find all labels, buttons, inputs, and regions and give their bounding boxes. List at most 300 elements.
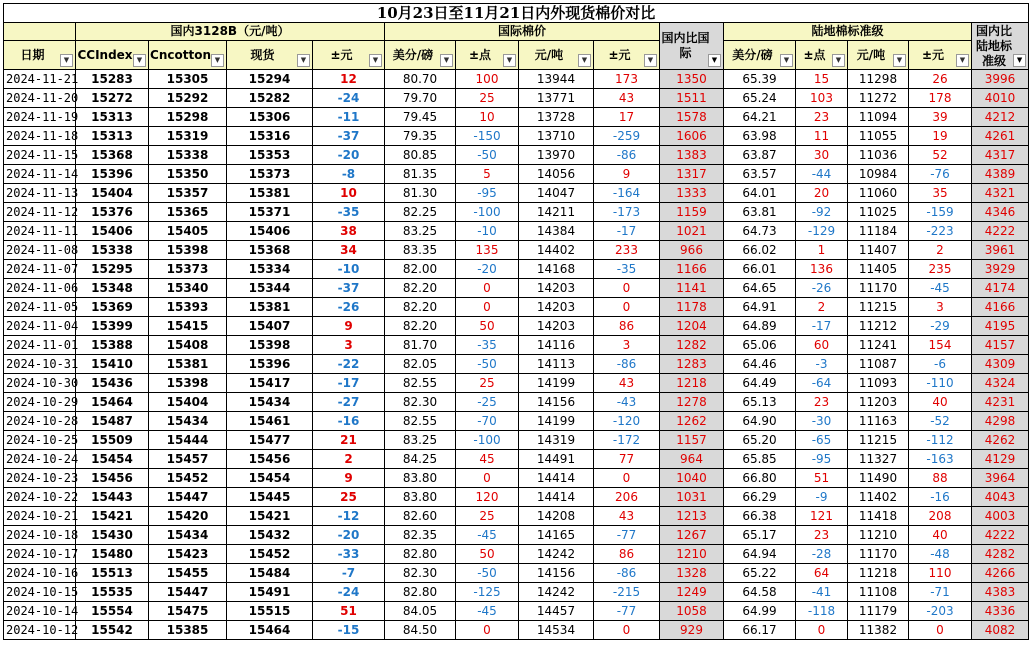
cell-intl-change[interactable]: -259 (594, 127, 660, 146)
cell-intl-points[interactable]: 0 (456, 298, 519, 317)
cell-compare-land[interactable]: 4346 (972, 203, 1029, 222)
cell-intl-change[interactable]: 206 (594, 488, 660, 507)
cell-date[interactable]: 2024-10-18 (4, 526, 76, 545)
cell-date[interactable]: 2024-10-15 (4, 583, 76, 602)
cell-date[interactable]: 2024-10-28 (4, 412, 76, 431)
cell-land-change[interactable]: 26 (909, 70, 972, 89)
cell-compare-intl[interactable]: 1578 (660, 108, 724, 127)
cell-intl-yuan[interactable]: 14203 (519, 317, 594, 336)
cell-compare-land[interactable]: 4324 (972, 374, 1029, 393)
cell-land-change[interactable]: 19 (909, 127, 972, 146)
cell-date[interactable]: 2024-10-21 (4, 507, 76, 526)
cell-cncotton[interactable]: 15420 (149, 507, 227, 526)
cell-intl-cents[interactable]: 82.05 (385, 355, 456, 374)
col-header-land-change[interactable] (909, 41, 972, 70)
cell-date[interactable]: 2024-10-31 (4, 355, 76, 374)
cell-compare-intl[interactable]: 966 (660, 241, 724, 260)
cell-cci[interactable]: 15513 (76, 564, 149, 583)
cell-cncotton[interactable]: 15434 (149, 526, 227, 545)
cell-cncotton[interactable]: 15385 (149, 621, 227, 640)
cell-date[interactable]: 2024-11-21 (4, 70, 76, 89)
cell-intl-points[interactable]: -100 (456, 431, 519, 450)
cell-land-change[interactable]: 39 (909, 108, 972, 127)
cell-land-yuan[interactable]: 11108 (848, 583, 909, 602)
cell-change[interactable]: 38 (313, 222, 385, 241)
cell-land-points[interactable]: 2 (796, 298, 848, 317)
cell-intl-points[interactable]: -50 (456, 564, 519, 583)
cell-cncotton[interactable]: 15305 (149, 70, 227, 89)
cell-intl-points[interactable]: 0 (456, 621, 519, 640)
cell-land-cents[interactable]: 64.99 (724, 602, 796, 621)
cell-land-points[interactable]: 64 (796, 564, 848, 583)
cell-land-cents[interactable]: 66.80 (724, 469, 796, 488)
cell-intl-points[interactable]: -45 (456, 526, 519, 545)
cell-intl-cents[interactable]: 82.80 (385, 545, 456, 564)
cell-land-points[interactable]: 51 (796, 469, 848, 488)
cell-cci[interactable]: 15283 (76, 70, 149, 89)
cell-change[interactable]: -22 (313, 355, 385, 374)
cell-intl-yuan[interactable]: 14165 (519, 526, 594, 545)
cell-land-yuan[interactable]: 11298 (848, 70, 909, 89)
cell-land-cents[interactable]: 64.89 (724, 317, 796, 336)
cell-change[interactable]: -10 (313, 260, 385, 279)
cell-compare-land[interactable]: 4261 (972, 127, 1029, 146)
cell-intl-points[interactable]: -20 (456, 260, 519, 279)
cell-land-change[interactable]: 35 (909, 184, 972, 203)
cell-spot[interactable]: 15421 (227, 507, 313, 526)
cell-intl-change[interactable]: 43 (594, 507, 660, 526)
cell-land-yuan[interactable]: 11405 (848, 260, 909, 279)
cell-cci[interactable]: 15404 (76, 184, 149, 203)
cell-compare-land[interactable]: 3961 (972, 241, 1029, 260)
cell-change[interactable]: -16 (313, 412, 385, 431)
filter-dropdown-icon[interactable]: ▼ (956, 54, 969, 67)
cell-intl-change[interactable]: -43 (594, 393, 660, 412)
filter-dropdown-icon[interactable]: ▼ (211, 54, 224, 67)
cell-land-cents[interactable]: 64.58 (724, 583, 796, 602)
cell-date[interactable]: 2024-10-25 (4, 431, 76, 450)
cell-land-points[interactable]: 121 (796, 507, 848, 526)
cell-compare-intl[interactable]: 1141 (660, 279, 724, 298)
cell-land-points[interactable]: -28 (796, 545, 848, 564)
cell-land-cents[interactable]: 66.29 (724, 488, 796, 507)
cell-intl-cents[interactable]: 82.55 (385, 412, 456, 431)
cell-date[interactable]: 2024-11-18 (4, 127, 76, 146)
cell-land-yuan[interactable]: 11218 (848, 564, 909, 583)
cell-intl-change[interactable]: -164 (594, 184, 660, 203)
cell-intl-points[interactable]: 5 (456, 165, 519, 184)
col-header-intl-points[interactable] (456, 41, 519, 70)
cell-land-yuan[interactable]: 11179 (848, 602, 909, 621)
cell-cci[interactable]: 15464 (76, 393, 149, 412)
cell-intl-cents[interactable]: 80.85 (385, 146, 456, 165)
cell-cci[interactable]: 15454 (76, 450, 149, 469)
cell-intl-change[interactable]: 17 (594, 108, 660, 127)
cell-change[interactable]: -7 (313, 564, 385, 583)
cell-land-change[interactable]: 178 (909, 89, 972, 108)
cell-intl-cents[interactable]: 84.50 (385, 621, 456, 640)
cell-intl-yuan[interactable]: 14211 (519, 203, 594, 222)
cell-compare-land[interactable]: 4298 (972, 412, 1029, 431)
cell-change[interactable]: 10 (313, 184, 385, 203)
cell-spot[interactable]: 15434 (227, 393, 313, 412)
cell-change[interactable]: -11 (313, 108, 385, 127)
cell-compare-intl[interactable]: 1333 (660, 184, 724, 203)
cell-intl-yuan[interactable]: 14457 (519, 602, 594, 621)
cell-intl-yuan[interactable]: 14113 (519, 355, 594, 374)
cell-spot[interactable]: 15484 (227, 564, 313, 583)
cell-cncotton[interactable]: 15404 (149, 393, 227, 412)
cell-land-change[interactable]: 40 (909, 526, 972, 545)
cell-intl-yuan[interactable]: 14208 (519, 507, 594, 526)
cell-cci[interactable]: 15376 (76, 203, 149, 222)
cell-spot[interactable]: 15456 (227, 450, 313, 469)
cell-change[interactable]: -37 (313, 127, 385, 146)
cell-cncotton[interactable]: 15452 (149, 469, 227, 488)
cell-compare-land[interactable]: 4282 (972, 545, 1029, 564)
cell-land-change[interactable]: 208 (909, 507, 972, 526)
cell-compare-land[interactable]: 4082 (972, 621, 1029, 640)
filter-dropdown-icon[interactable]: ▼ (780, 54, 793, 67)
cell-land-points[interactable]: 20 (796, 184, 848, 203)
cell-date[interactable]: 2024-10-24 (4, 450, 76, 469)
cell-date[interactable]: 2024-11-07 (4, 260, 76, 279)
col-header-land-points[interactable] (796, 41, 848, 70)
cell-change[interactable]: 9 (313, 469, 385, 488)
cell-change[interactable]: 12 (313, 70, 385, 89)
cell-compare-intl[interactable]: 1267 (660, 526, 724, 545)
cell-land-yuan[interactable]: 11087 (848, 355, 909, 374)
cell-intl-points[interactable]: 100 (456, 70, 519, 89)
cell-land-cents[interactable]: 64.01 (724, 184, 796, 203)
cell-compare-intl[interactable]: 1213 (660, 507, 724, 526)
cell-spot[interactable]: 15417 (227, 374, 313, 393)
cell-intl-yuan[interactable]: 14203 (519, 279, 594, 298)
cell-intl-cents[interactable]: 80.70 (385, 70, 456, 89)
cell-date[interactable]: 2024-10-22 (4, 488, 76, 507)
cell-land-change[interactable]: -29 (909, 317, 972, 336)
cell-intl-cents[interactable]: 82.55 (385, 374, 456, 393)
cell-intl-yuan[interactable]: 14242 (519, 545, 594, 564)
cell-intl-cents[interactable]: 84.05 (385, 602, 456, 621)
cell-land-cents[interactable]: 65.13 (724, 393, 796, 412)
cell-compare-land[interactable]: 4195 (972, 317, 1029, 336)
cell-compare-land[interactable]: 4231 (972, 393, 1029, 412)
cell-cci[interactable]: 15456 (76, 469, 149, 488)
cell-spot[interactable]: 15398 (227, 336, 313, 355)
cell-intl-yuan[interactable]: 14199 (519, 412, 594, 431)
cell-compare-intl[interactable]: 1166 (660, 260, 724, 279)
cell-compare-land[interactable]: 4174 (972, 279, 1029, 298)
cell-cncotton[interactable]: 15319 (149, 127, 227, 146)
cell-cncotton[interactable]: 15457 (149, 450, 227, 469)
cell-cncotton[interactable]: 15434 (149, 412, 227, 431)
col-header-land-cents[interactable] (724, 41, 796, 70)
cell-intl-yuan[interactable]: 14402 (519, 241, 594, 260)
cell-compare-land[interactable]: 4266 (972, 564, 1029, 583)
cell-intl-points[interactable]: 50 (456, 317, 519, 336)
cell-intl-points[interactable]: 50 (456, 545, 519, 564)
cell-intl-change[interactable]: -77 (594, 602, 660, 621)
cell-spot[interactable]: 15452 (227, 545, 313, 564)
cell-intl-yuan[interactable]: 14156 (519, 564, 594, 583)
cell-compare-intl[interactable]: 1204 (660, 317, 724, 336)
cell-land-points[interactable]: 23 (796, 526, 848, 545)
filter-dropdown-icon[interactable]: ▼ (893, 54, 906, 67)
cell-intl-cents[interactable]: 79.35 (385, 127, 456, 146)
cell-cci[interactable]: 15399 (76, 317, 149, 336)
cell-change[interactable]: -27 (313, 393, 385, 412)
cell-cncotton[interactable]: 15393 (149, 298, 227, 317)
cell-intl-points[interactable]: -150 (456, 127, 519, 146)
cell-land-yuan[interactable]: 11203 (848, 393, 909, 412)
cell-land-change[interactable]: -48 (909, 545, 972, 564)
cell-intl-yuan[interactable]: 14199 (519, 374, 594, 393)
cell-compare-intl[interactable]: 1031 (660, 488, 724, 507)
cell-intl-yuan[interactable]: 14384 (519, 222, 594, 241)
cell-intl-cents[interactable]: 82.20 (385, 317, 456, 336)
cell-land-change[interactable]: -163 (909, 450, 972, 469)
cell-cncotton[interactable]: 15398 (149, 374, 227, 393)
cell-intl-yuan[interactable]: 14534 (519, 621, 594, 640)
cell-intl-yuan[interactable]: 14168 (519, 260, 594, 279)
cell-intl-yuan[interactable]: 14414 (519, 469, 594, 488)
cell-intl-change[interactable]: 233 (594, 241, 660, 260)
cell-land-change[interactable]: -6 (909, 355, 972, 374)
cell-cci[interactable]: 15436 (76, 374, 149, 393)
cell-land-change[interactable]: 2 (909, 241, 972, 260)
cell-spot[interactable]: 15353 (227, 146, 313, 165)
filter-dropdown-icon[interactable]: ▼ (133, 54, 146, 67)
cell-compare-intl[interactable]: 1218 (660, 374, 724, 393)
cell-intl-points[interactable]: -50 (456, 146, 519, 165)
cell-spot[interactable]: 15306 (227, 108, 313, 127)
cell-land-cents[interactable]: 65.20 (724, 431, 796, 450)
cell-date[interactable]: 2024-11-01 (4, 336, 76, 355)
cell-change[interactable]: -24 (313, 89, 385, 108)
cell-intl-cents[interactable]: 82.30 (385, 393, 456, 412)
cell-date[interactable]: 2024-10-30 (4, 374, 76, 393)
cell-intl-cents[interactable]: 82.20 (385, 298, 456, 317)
cell-intl-points[interactable]: 120 (456, 488, 519, 507)
cell-intl-cents[interactable]: 79.45 (385, 108, 456, 127)
cell-compare-land[interactable]: 4222 (972, 222, 1029, 241)
cell-compare-intl[interactable]: 1278 (660, 393, 724, 412)
cell-land-yuan[interactable]: 11215 (848, 298, 909, 317)
cell-land-cents[interactable]: 66.02 (724, 241, 796, 260)
cell-cci[interactable]: 15348 (76, 279, 149, 298)
cell-cci[interactable]: 15480 (76, 545, 149, 564)
cell-intl-change[interactable]: -120 (594, 412, 660, 431)
cell-land-cents[interactable]: 65.24 (724, 89, 796, 108)
cell-date[interactable]: 2024-10-17 (4, 545, 76, 564)
cell-land-change[interactable]: 110 (909, 564, 972, 583)
cell-land-cents[interactable]: 63.81 (724, 203, 796, 222)
cell-date[interactable]: 2024-10-29 (4, 393, 76, 412)
cell-intl-points[interactable]: -100 (456, 203, 519, 222)
cell-compare-intl[interactable]: 1262 (660, 412, 724, 431)
cell-cci[interactable]: 15509 (76, 431, 149, 450)
cell-date[interactable]: 2024-11-20 (4, 89, 76, 108)
cell-cci[interactable]: 15421 (76, 507, 149, 526)
cell-change[interactable]: -20 (313, 526, 385, 545)
cell-land-change[interactable]: -112 (909, 431, 972, 450)
cell-land-points[interactable]: -92 (796, 203, 848, 222)
cell-land-points[interactable]: 136 (796, 260, 848, 279)
cell-intl-cents[interactable]: 83.80 (385, 488, 456, 507)
filter-dropdown-icon[interactable]: ▼ (503, 54, 516, 67)
cell-land-change[interactable]: 235 (909, 260, 972, 279)
cell-land-yuan[interactable]: 11418 (848, 507, 909, 526)
cell-spot[interactable]: 15432 (227, 526, 313, 545)
cell-intl-cents[interactable]: 81.35 (385, 165, 456, 184)
filter-dropdown-icon[interactable]: ▼ (1013, 54, 1026, 67)
cell-land-cents[interactable]: 65.17 (724, 526, 796, 545)
cell-cci[interactable]: 15368 (76, 146, 149, 165)
cell-land-change[interactable]: 88 (909, 469, 972, 488)
cell-intl-cents[interactable]: 82.30 (385, 564, 456, 583)
cell-intl-change[interactable]: 0 (594, 621, 660, 640)
cell-intl-points[interactable]: -70 (456, 412, 519, 431)
cell-intl-change[interactable]: 0 (594, 279, 660, 298)
filter-dropdown-icon[interactable]: ▼ (644, 54, 657, 67)
cell-intl-yuan[interactable]: 13710 (519, 127, 594, 146)
cell-intl-cents[interactable]: 83.35 (385, 241, 456, 260)
cell-intl-change[interactable]: 0 (594, 469, 660, 488)
cell-cncotton[interactable]: 15444 (149, 431, 227, 450)
cell-land-points[interactable]: 23 (796, 108, 848, 127)
cell-cci[interactable]: 15295 (76, 260, 149, 279)
cell-land-yuan[interactable]: 11184 (848, 222, 909, 241)
cell-intl-cents[interactable]: 82.35 (385, 526, 456, 545)
cell-intl-points[interactable]: 135 (456, 241, 519, 260)
cell-land-yuan[interactable]: 11402 (848, 488, 909, 507)
cell-land-change[interactable]: 40 (909, 393, 972, 412)
cell-intl-points[interactable]: 25 (456, 89, 519, 108)
cell-spot[interactable]: 15477 (227, 431, 313, 450)
cell-intl-yuan[interactable]: 13728 (519, 108, 594, 127)
cell-compare-intl[interactable]: 1178 (660, 298, 724, 317)
cell-compare-land[interactable]: 4336 (972, 602, 1029, 621)
cell-compare-intl[interactable]: 1249 (660, 583, 724, 602)
cell-intl-change[interactable]: 86 (594, 317, 660, 336)
cell-land-yuan[interactable]: 11170 (848, 279, 909, 298)
cell-land-yuan[interactable]: 11272 (848, 89, 909, 108)
cell-compare-intl[interactable]: 1282 (660, 336, 724, 355)
cell-land-change[interactable]: 52 (909, 146, 972, 165)
cell-change[interactable]: -17 (313, 374, 385, 393)
cell-intl-cents[interactable]: 82.00 (385, 260, 456, 279)
cell-land-yuan[interactable]: 11094 (848, 108, 909, 127)
cell-intl-cents[interactable]: 83.25 (385, 431, 456, 450)
cell-spot[interactable]: 15464 (227, 621, 313, 640)
cell-land-cents[interactable]: 63.57 (724, 165, 796, 184)
cell-spot[interactable]: 15344 (227, 279, 313, 298)
cell-intl-yuan[interactable]: 14242 (519, 583, 594, 602)
cell-land-change[interactable]: -45 (909, 279, 972, 298)
cell-change[interactable]: 51 (313, 602, 385, 621)
col-header-change[interactable] (313, 41, 385, 70)
cell-cncotton[interactable]: 15447 (149, 488, 227, 507)
cell-date[interactable]: 2024-10-12 (4, 621, 76, 640)
cell-land-yuan[interactable]: 11382 (848, 621, 909, 640)
cell-land-points[interactable]: -17 (796, 317, 848, 336)
cell-intl-cents[interactable]: 82.20 (385, 279, 456, 298)
col-header-intl-cents[interactable] (385, 41, 456, 70)
cell-land-points[interactable]: -129 (796, 222, 848, 241)
cell-date[interactable]: 2024-11-08 (4, 241, 76, 260)
cell-date[interactable]: 2024-11-06 (4, 279, 76, 298)
cell-date[interactable]: 2024-11-15 (4, 146, 76, 165)
cell-land-change[interactable]: -203 (909, 602, 972, 621)
cell-compare-land[interactable]: 4389 (972, 165, 1029, 184)
cell-intl-cents[interactable]: 82.60 (385, 507, 456, 526)
cell-land-yuan[interactable]: 10984 (848, 165, 909, 184)
cell-land-cents[interactable]: 64.49 (724, 374, 796, 393)
col-header-intl-change[interactable] (594, 41, 660, 70)
cell-land-change[interactable]: -223 (909, 222, 972, 241)
cell-change[interactable]: -12 (313, 507, 385, 526)
cell-land-yuan[interactable]: 11036 (848, 146, 909, 165)
cell-intl-points[interactable]: -35 (456, 336, 519, 355)
cell-change[interactable]: -8 (313, 165, 385, 184)
cell-cci[interactable]: 15430 (76, 526, 149, 545)
cell-land-change[interactable]: 154 (909, 336, 972, 355)
cell-change[interactable]: 34 (313, 241, 385, 260)
cell-land-points[interactable]: 11 (796, 127, 848, 146)
cell-land-yuan[interactable]: 11215 (848, 431, 909, 450)
cell-land-cents[interactable]: 64.21 (724, 108, 796, 127)
cell-cncotton[interactable]: 15408 (149, 336, 227, 355)
cell-intl-cents[interactable]: 82.25 (385, 203, 456, 222)
cell-land-cents[interactable]: 66.38 (724, 507, 796, 526)
cell-land-yuan[interactable]: 11093 (848, 374, 909, 393)
cell-intl-change[interactable]: -86 (594, 564, 660, 583)
filter-dropdown-icon[interactable]: ▼ (297, 54, 310, 67)
cell-compare-intl[interactable]: 1283 (660, 355, 724, 374)
cell-compare-land[interactable]: 4222 (972, 526, 1029, 545)
cell-intl-points[interactable]: -50 (456, 355, 519, 374)
cell-change[interactable]: -33 (313, 545, 385, 564)
cell-spot[interactable]: 15294 (227, 70, 313, 89)
cell-intl-points[interactable]: 25 (456, 374, 519, 393)
col-header-compare-land[interactable] (972, 23, 1029, 70)
cell-intl-change[interactable]: 86 (594, 545, 660, 564)
cell-land-change[interactable]: -159 (909, 203, 972, 222)
cell-intl-points[interactable]: -10 (456, 222, 519, 241)
cell-intl-change[interactable]: 43 (594, 374, 660, 393)
cell-intl-cents[interactable]: 84.25 (385, 450, 456, 469)
cell-compare-land[interactable]: 4383 (972, 583, 1029, 602)
cell-cncotton[interactable]: 15415 (149, 317, 227, 336)
cell-cncotton[interactable]: 15373 (149, 260, 227, 279)
cell-land-yuan[interactable]: 11170 (848, 545, 909, 564)
cell-cncotton[interactable]: 15340 (149, 279, 227, 298)
cell-land-yuan[interactable]: 11327 (848, 450, 909, 469)
cell-compare-intl[interactable]: 1511 (660, 89, 724, 108)
cell-compare-intl[interactable]: 1040 (660, 469, 724, 488)
col-header-compare-intl[interactable] (660, 23, 724, 70)
cell-land-yuan[interactable]: 11210 (848, 526, 909, 545)
cell-land-cents[interactable]: 66.17 (724, 621, 796, 640)
cell-intl-change[interactable]: 9 (594, 165, 660, 184)
cell-date[interactable]: 2024-11-05 (4, 298, 76, 317)
cell-cncotton[interactable]: 15447 (149, 583, 227, 602)
cell-spot[interactable]: 15491 (227, 583, 313, 602)
cell-intl-cents[interactable]: 83.25 (385, 222, 456, 241)
cell-land-cents[interactable]: 66.01 (724, 260, 796, 279)
cell-land-points[interactable]: 15 (796, 70, 848, 89)
